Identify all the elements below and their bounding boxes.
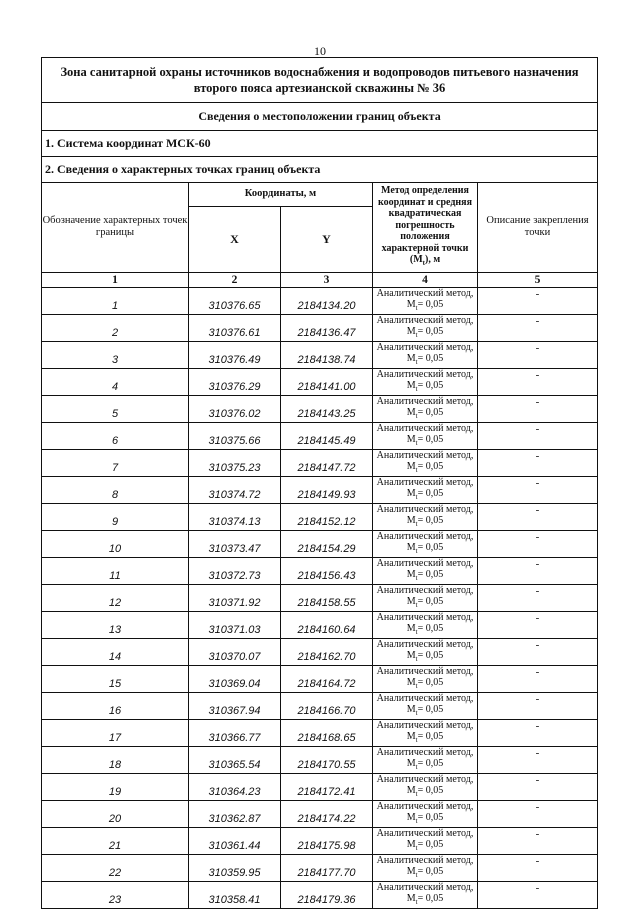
point-id: 17 bbox=[42, 719, 189, 746]
coord-y: 2184152.12 bbox=[281, 503, 373, 530]
coord-y: 2184179.36 bbox=[281, 881, 373, 908]
coord-y: 2184174.22 bbox=[281, 800, 373, 827]
method-text: Аналитический метод, bbox=[376, 395, 474, 407]
description-cell: - bbox=[478, 584, 598, 611]
point-id: 6 bbox=[42, 422, 189, 449]
coord-y: 2184154.29 bbox=[281, 530, 373, 557]
table-row bbox=[42, 854, 598, 881]
description-cell: - bbox=[478, 746, 598, 773]
table-row bbox=[42, 503, 598, 530]
point-id: 2 bbox=[42, 314, 189, 341]
header-description: Описание закрепления точки bbox=[478, 183, 598, 273]
document bbox=[41, 57, 597, 909]
method-cell bbox=[373, 854, 478, 881]
table-row bbox=[42, 773, 598, 800]
method-accuracy: $M_t= 0,05$ bbox=[406, 379, 444, 393]
method-cell bbox=[373, 584, 478, 611]
col-number-3: 3 bbox=[281, 272, 373, 287]
coord-x: 310365.54 bbox=[189, 746, 281, 773]
point-id: 5 bbox=[42, 395, 189, 422]
method-cell bbox=[373, 503, 478, 530]
coord-x: 310374.72 bbox=[189, 476, 281, 503]
description-cell: - bbox=[478, 449, 598, 476]
method-text: Аналитический метод, bbox=[376, 449, 474, 461]
method-text: Аналитический метод, bbox=[376, 800, 474, 812]
method-cell bbox=[373, 341, 478, 368]
header-coordinates: Координаты, м bbox=[189, 183, 373, 207]
table-row bbox=[42, 746, 598, 773]
method-accuracy: $M_t= 0,05$ bbox=[406, 703, 444, 717]
method-text: Аналитический метод, bbox=[376, 611, 474, 623]
method-cell bbox=[373, 827, 478, 854]
method-cell bbox=[373, 665, 478, 692]
description-cell: - bbox=[478, 314, 598, 341]
method-text: Аналитический метод, bbox=[376, 719, 474, 731]
table-row bbox=[42, 530, 598, 557]
coord-y: 2184138.74 bbox=[281, 341, 373, 368]
table-row bbox=[42, 692, 598, 719]
description-cell: - bbox=[478, 800, 598, 827]
method-accuracy: $M_t= 0,05$ bbox=[406, 757, 444, 771]
table-row bbox=[42, 557, 598, 584]
coord-x: 310375.23 bbox=[189, 449, 281, 476]
description-cell: - bbox=[478, 881, 598, 908]
point-id: 10 bbox=[42, 530, 189, 557]
coord-y: 2184141.00 bbox=[281, 368, 373, 395]
coord-x: 310362.87 bbox=[189, 800, 281, 827]
method-accuracy: $M_t= 0,05$ bbox=[406, 811, 444, 825]
boundary-table bbox=[41, 57, 598, 909]
table-row bbox=[42, 395, 598, 422]
method-text: Аналитический метод, bbox=[376, 368, 474, 380]
table-row bbox=[42, 341, 598, 368]
description-cell: - bbox=[478, 638, 598, 665]
method-cell bbox=[373, 611, 478, 638]
method-cell bbox=[373, 422, 478, 449]
point-id: 18 bbox=[42, 746, 189, 773]
table-row bbox=[42, 476, 598, 503]
col-number-2: 2 bbox=[189, 272, 281, 287]
coord-x: 310376.29 bbox=[189, 368, 281, 395]
coord-y: 2184143.25 bbox=[281, 395, 373, 422]
point-id: 14 bbox=[42, 638, 189, 665]
coord-y: 2184149.93 bbox=[281, 476, 373, 503]
description-cell: - bbox=[478, 287, 598, 314]
method-accuracy: $M_t= 0,05$ bbox=[406, 676, 444, 690]
point-id: 13 bbox=[42, 611, 189, 638]
method-text: Аналитический метод, bbox=[376, 773, 474, 785]
method-cell bbox=[373, 773, 478, 800]
coord-x: 310374.13 bbox=[189, 503, 281, 530]
coord-y: 2184136.47 bbox=[281, 314, 373, 341]
coord-y: 2184170.55 bbox=[281, 746, 373, 773]
table-row bbox=[42, 881, 598, 908]
point-id: 23 bbox=[42, 881, 189, 908]
col-number-4: 4 bbox=[373, 272, 478, 287]
coord-y: 2184177.70 bbox=[281, 854, 373, 881]
method-accuracy: $M_t= 0,05$ bbox=[406, 433, 444, 447]
table-row bbox=[42, 719, 598, 746]
method-accuracy: $M_t= 0,05$ bbox=[406, 325, 444, 339]
description-cell: - bbox=[478, 611, 598, 638]
coord-y: 2184156.43 bbox=[281, 557, 373, 584]
method-cell bbox=[373, 692, 478, 719]
method-accuracy: $M_t= 0,05$ bbox=[406, 838, 444, 852]
point-id: 4 bbox=[42, 368, 189, 395]
method-text: Аналитический метод, bbox=[376, 422, 474, 434]
coord-x: 310376.49 bbox=[189, 341, 281, 368]
description-cell: - bbox=[478, 341, 598, 368]
page-number: 10 bbox=[314, 44, 326, 58]
method-cell bbox=[373, 368, 478, 395]
method-text: Аналитический метод, bbox=[376, 665, 474, 677]
document-title: Зона санитарной охраны источников водоснабжения и водопроводов питьевого назначения второго пояса артезианской скважины № 36 bbox=[42, 58, 598, 103]
method-text: Аналитический метод, bbox=[376, 530, 474, 542]
method-cell bbox=[373, 530, 478, 557]
coord-y: 2184168.65 bbox=[281, 719, 373, 746]
coord-x: 310367.94 bbox=[189, 692, 281, 719]
table-row bbox=[42, 449, 598, 476]
coord-y: 2184172.41 bbox=[281, 773, 373, 800]
table-row bbox=[42, 314, 598, 341]
point-id: 19 bbox=[42, 773, 189, 800]
method-cell bbox=[373, 719, 478, 746]
method-accuracy: $M_t= 0,05$ bbox=[406, 865, 444, 879]
coord-x: 310364.23 bbox=[189, 773, 281, 800]
method-accuracy: $M_t= 0,05$ bbox=[406, 406, 444, 420]
table-row bbox=[42, 827, 598, 854]
description-cell: - bbox=[478, 368, 598, 395]
method-cell bbox=[373, 449, 478, 476]
method-text: Аналитический метод, bbox=[376, 827, 474, 839]
point-id: 8 bbox=[42, 476, 189, 503]
coord-y: 2184175.98 bbox=[281, 827, 373, 854]
method-text: Аналитический метод, bbox=[376, 314, 474, 326]
method-accuracy: $M_t= 0,05$ bbox=[406, 568, 444, 582]
header-y: Y bbox=[281, 206, 373, 272]
table-row bbox=[42, 584, 598, 611]
description-cell: - bbox=[478, 692, 598, 719]
method-cell bbox=[373, 314, 478, 341]
table-row bbox=[42, 638, 598, 665]
coord-x: 310361.44 bbox=[189, 827, 281, 854]
method-text: Аналитический метод, bbox=[376, 692, 474, 704]
header-x: X bbox=[189, 206, 281, 272]
method-cell bbox=[373, 287, 478, 314]
table-row bbox=[42, 665, 598, 692]
coord-x: 310366.77 bbox=[189, 719, 281, 746]
description-cell: - bbox=[478, 395, 598, 422]
coord-x: 310358.41 bbox=[189, 881, 281, 908]
description-cell: - bbox=[478, 476, 598, 503]
coord-x: 310359.95 bbox=[189, 854, 281, 881]
point-id: 3 bbox=[42, 341, 189, 368]
coord-x: 310373.47 bbox=[189, 530, 281, 557]
description-cell: - bbox=[478, 665, 598, 692]
point-id: 21 bbox=[42, 827, 189, 854]
coord-y: 2184164.72 bbox=[281, 665, 373, 692]
coord-x: 310371.92 bbox=[189, 584, 281, 611]
coord-y: 2184162.70 bbox=[281, 638, 373, 665]
description-cell: - bbox=[478, 827, 598, 854]
method-cell bbox=[373, 476, 478, 503]
description-cell: - bbox=[478, 719, 598, 746]
description-cell: - bbox=[478, 557, 598, 584]
method-accuracy: $M_t= 0,05$ bbox=[406, 730, 444, 744]
point-id: 1 bbox=[42, 287, 189, 314]
coord-x: 310371.03 bbox=[189, 611, 281, 638]
description-cell: - bbox=[478, 503, 598, 530]
point-id: 9 bbox=[42, 503, 189, 530]
description-cell: - bbox=[478, 530, 598, 557]
coord-y: 2184160.64 bbox=[281, 611, 373, 638]
method-text: Аналитический метод, bbox=[376, 503, 474, 515]
section-heading: Сведения о местоположении границ объекта bbox=[42, 103, 598, 131]
coord-y: 2184166.70 bbox=[281, 692, 373, 719]
method-accuracy: $M_t= 0,05$ bbox=[406, 514, 444, 528]
method-cell bbox=[373, 800, 478, 827]
table-row bbox=[42, 611, 598, 638]
method-text: Аналитический метод, bbox=[376, 476, 474, 488]
method-cell bbox=[373, 638, 478, 665]
method-accuracy: $M_t= 0,05$ bbox=[406, 892, 444, 906]
method-cell bbox=[373, 395, 478, 422]
method-cell bbox=[373, 746, 478, 773]
coord-y: 2184158.55 bbox=[281, 584, 373, 611]
coord-x: 310376.65 bbox=[189, 287, 281, 314]
method-accuracy: $M_t= 0,05$ bbox=[406, 649, 444, 663]
method-cell bbox=[373, 881, 478, 908]
method-text: Аналитический метод, bbox=[376, 881, 474, 893]
method-cell bbox=[373, 557, 478, 584]
header-method: Метод определения координат и средняя квадратическая погрешность положения характерной точки $(M_t)$, м bbox=[373, 183, 478, 273]
method-accuracy: $M_t= 0,05$ bbox=[406, 298, 444, 312]
point-id: 12 bbox=[42, 584, 189, 611]
method-text: Аналитический метод, bbox=[376, 287, 474, 299]
coord-y: 2184145.49 bbox=[281, 422, 373, 449]
coord-x: 310375.66 bbox=[189, 422, 281, 449]
coord-y: 2184134.20 bbox=[281, 287, 373, 314]
description-cell: - bbox=[478, 854, 598, 881]
method-accuracy: $M_t= 0,05$ bbox=[406, 784, 444, 798]
method-text: Аналитический метод, bbox=[376, 854, 474, 866]
table-row bbox=[42, 800, 598, 827]
point-id: 22 bbox=[42, 854, 189, 881]
col-number-5: 5 bbox=[478, 272, 598, 287]
points-heading: 2. Сведения о характерных точках границ объекта bbox=[42, 157, 598, 183]
table-row bbox=[42, 287, 598, 314]
point-id: 20 bbox=[42, 800, 189, 827]
method-text: Аналитический метод, bbox=[376, 584, 474, 596]
col-number-1: 1 bbox=[42, 272, 189, 287]
method-accuracy: $M_t= 0,05$ bbox=[406, 460, 444, 474]
coord-x: 310372.73 bbox=[189, 557, 281, 584]
method-text: Аналитический метод, bbox=[376, 638, 474, 650]
method-accuracy: $M_t= 0,05$ bbox=[406, 622, 444, 636]
coord-system: 1. Система координат МСК-60 bbox=[42, 131, 598, 157]
table-row bbox=[42, 422, 598, 449]
method-text: Аналитический метод, bbox=[376, 341, 474, 353]
point-id: 11 bbox=[42, 557, 189, 584]
header-point-designation: Обозначение характерных точек границы bbox=[42, 183, 189, 273]
coord-x: 310369.04 bbox=[189, 665, 281, 692]
coord-x: 310370.07 bbox=[189, 638, 281, 665]
point-id: 15 bbox=[42, 665, 189, 692]
method-accuracy: $M_t= 0,05$ bbox=[406, 595, 444, 609]
description-cell: - bbox=[478, 773, 598, 800]
method-accuracy: $M_t= 0,05$ bbox=[406, 487, 444, 501]
point-id: 16 bbox=[42, 692, 189, 719]
description-cell: - bbox=[478, 422, 598, 449]
point-id: 7 bbox=[42, 449, 189, 476]
method-text: Аналитический метод, bbox=[376, 746, 474, 758]
method-text: Аналитический метод, bbox=[376, 557, 474, 569]
coord-x: 310376.02 bbox=[189, 395, 281, 422]
method-accuracy: $M_t= 0,05$ bbox=[406, 541, 444, 555]
table-row bbox=[42, 368, 598, 395]
coord-x: 310376.61 bbox=[189, 314, 281, 341]
coord-y: 2184147.72 bbox=[281, 449, 373, 476]
method-accuracy: $M_t= 0,05$ bbox=[406, 352, 444, 366]
